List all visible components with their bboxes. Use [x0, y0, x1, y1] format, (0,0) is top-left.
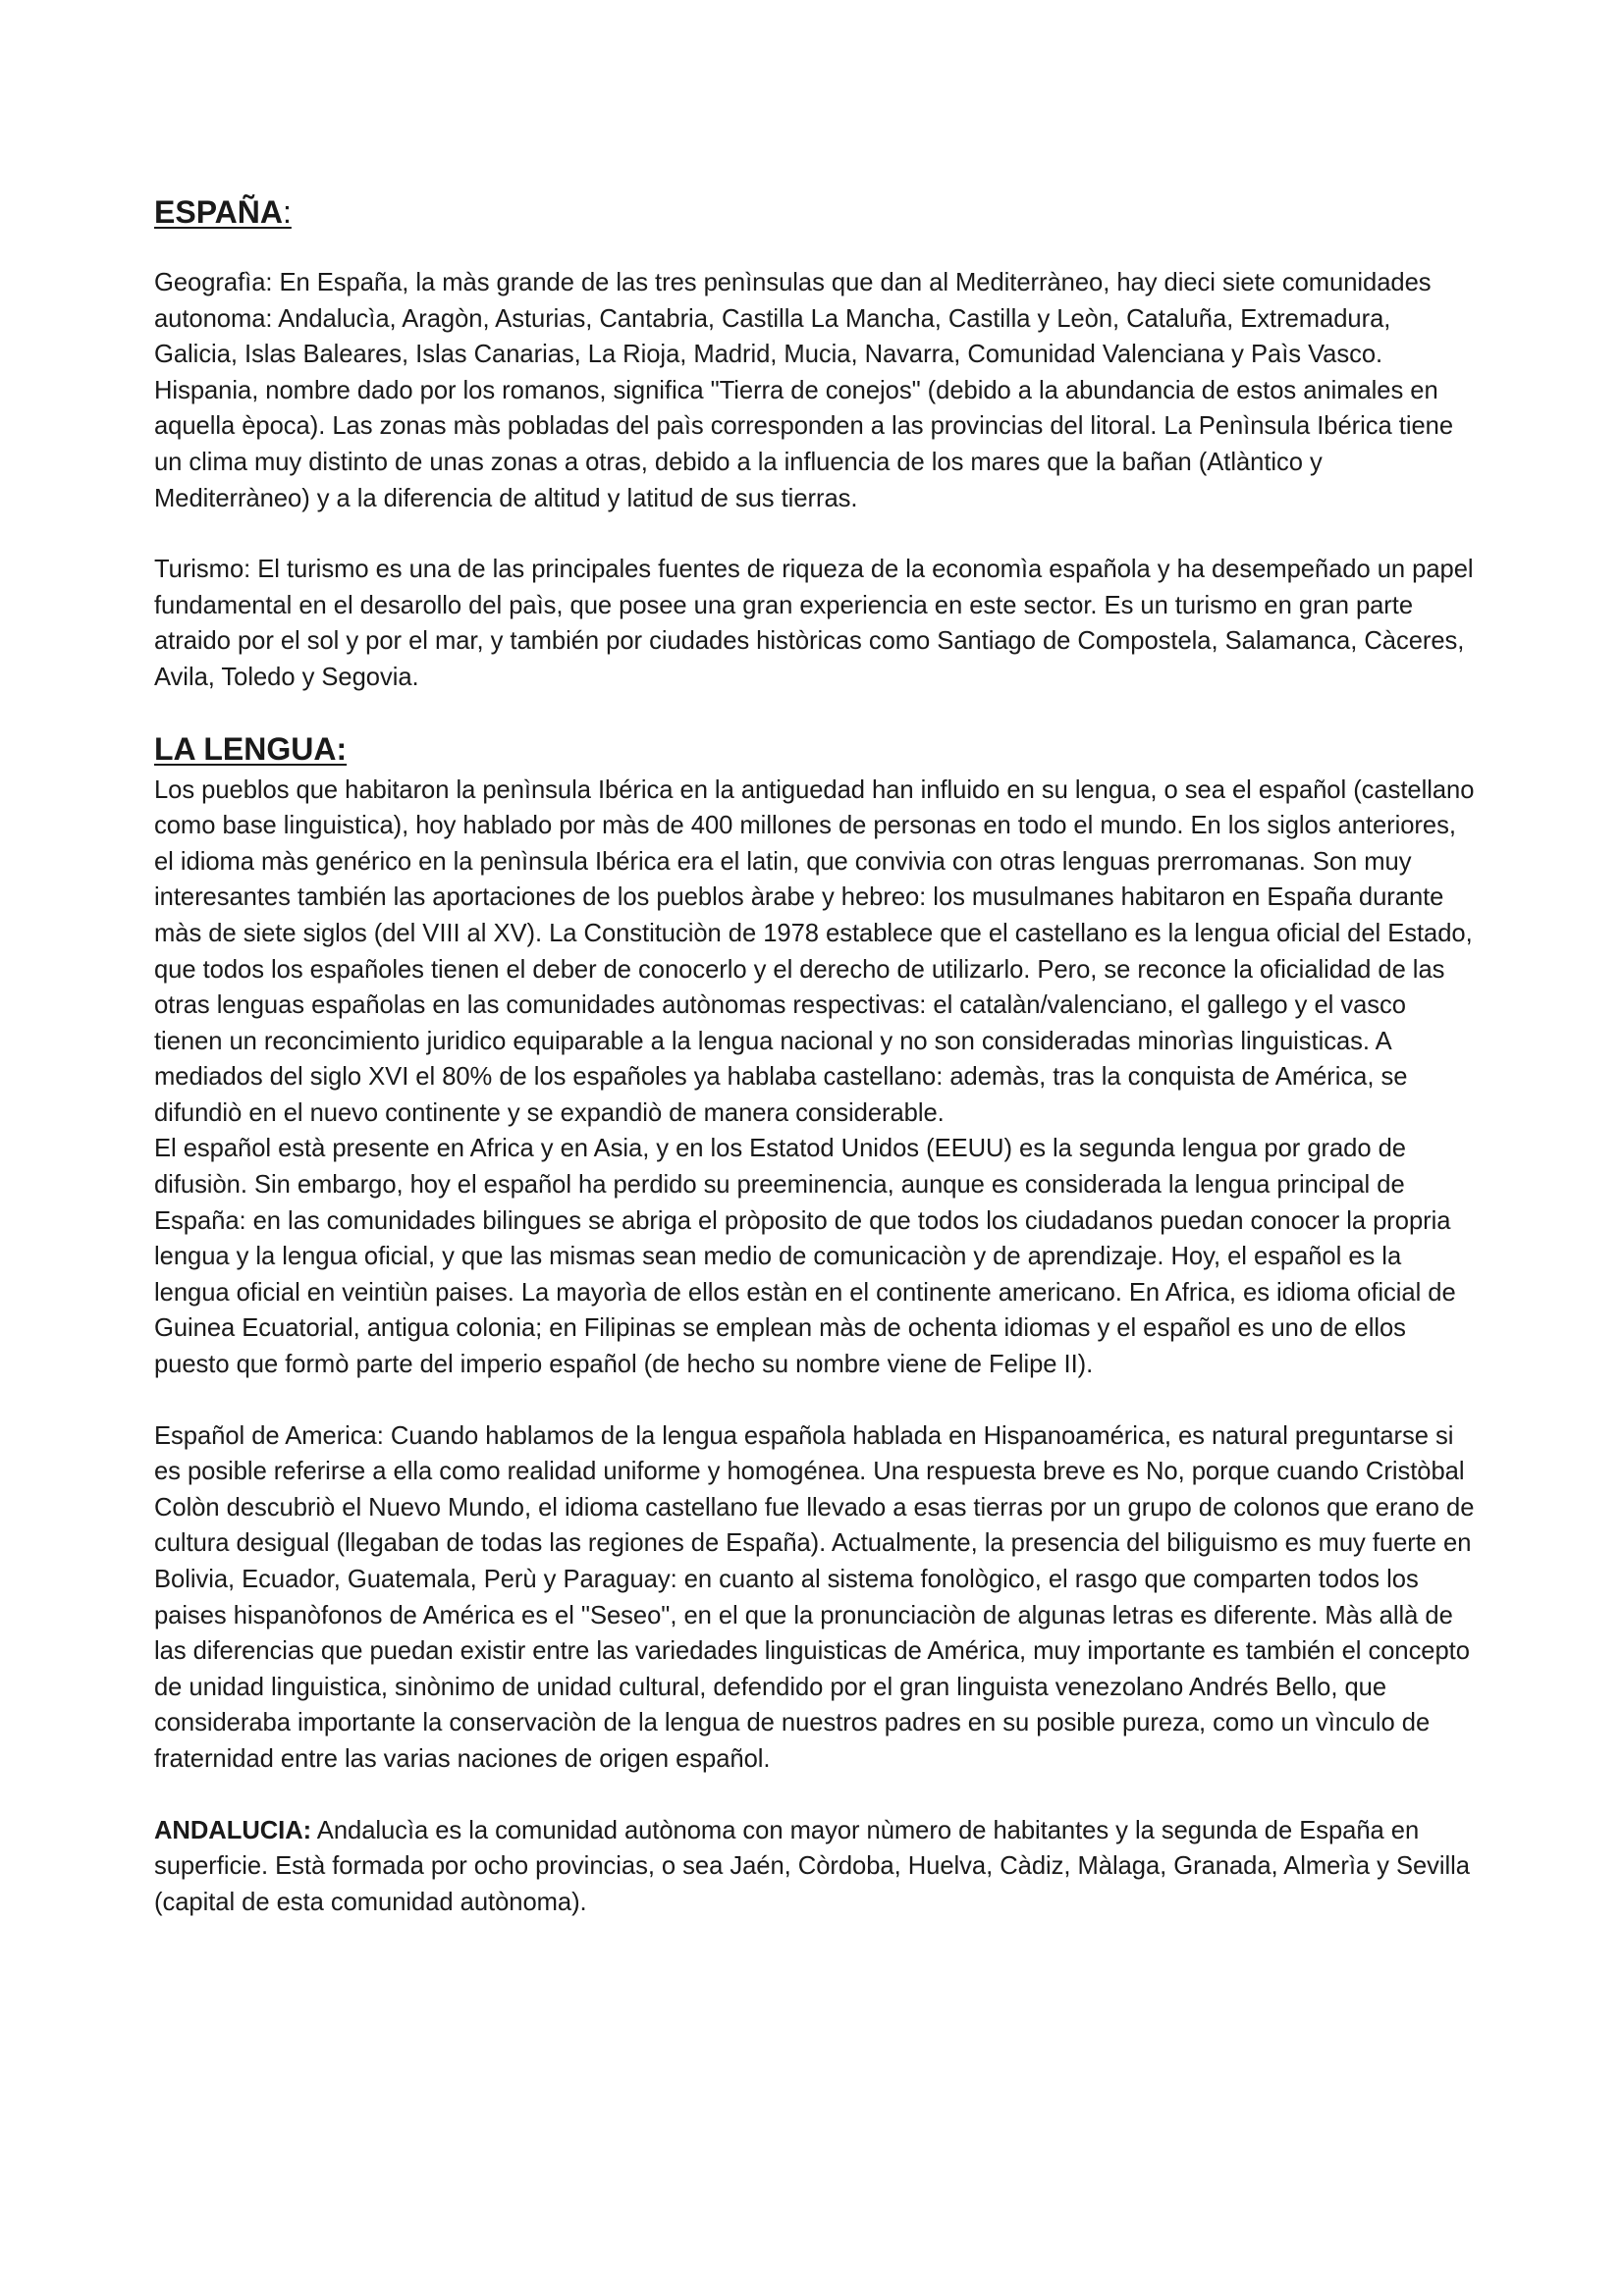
paragraph-lengua-1: Los pueblos que habitaron la penìnsula Ibérica en la antiguedad han influido en su lengua, o sea el español (castellano como base linguistica), hoy hablado por màs de 400 millones de personas en todo el mundo. En los siglos anteriores, el idioma màs genérico en la penìnsula Ibérica era el latin, que convivia con otras lenguas prerromanas. Son muy interesantes también las aportaciones de los pueblos àrabe y hebreo: los musulmanes habitaron en España durante màs de siete siglos (del VIII al XV). La Constituciòn de 1978 establece que el castellano es la lengua oficial del Estado, que todos los españoles tienen el deber de conocerlo y el derecho de utilizarlo. Pero, se reconce la oficialidad de las otras lenguas españolas en las comunidades autònomas respectivas: el catalàn/valenciano, el gallego y el vasco tienen un reconcimiento juridico equiparable a la lengua nacional y no son consideradas minorìas linguisticas. A mediados del siglo XVI el 80% de los españoles ya hablaba castellano: ademàs, tras la conquista de América, se difundiò en el nuevo continente y se expandiò de manera considerable. [154, 775, 1475, 1127]
paragraph-espanol-de-america: Español de America: Cuando hablamos de la lengua española hablada en Hispanoamérica, es natural preguntarse si es posible referirse a ella como realidad uniforme y homogénea. Una respuesta breve es No, porque cuando Cristòbal Colòn descubriò el Nuevo Mundo, el idioma castellano fue llevado a esas tierras por un grupo de colonos que erano de cultura desigual (llegaban de todas las regiones de España). Actualmente, la presencia del biliguismo es muy fuerte en Bolivia, Ecuador, Guatemala, Perù y Paraguay: en cuanto al sistema fonològico, el rasgo que comparten todos los paises hispanòfonos de América es el "Seseo", en el que la pronunciaciòn de algunas letras es diferente. Màs allà de las diferencias que puedan existir entre las variedades linguisticas de América, muy importante es también el concepto de unidad linguistica, sinònimo de unidad cultural, defendido por el gran linguista venezolano Andrés Bello, que consideraba importante la conservaciòn de la lengua de nuestros padres en su posible pureza, como un vìnculo de fraternidad entre las varias naciones de origen español. [154, 1421, 1475, 1773]
document-page [154, 192, 1475, 1920]
paragraph-andalucia [154, 1813, 1475, 1921]
heading-espana-colon: : [282, 194, 292, 230]
paragraph-geografia: Geografìa: En España, la màs grande de las tres penìnsulas que dan al Mediterràneo, hay dieci siete comunidades autonoma: Andalucìa, Aragòn, Asturias, Cantabria, Castilla La Mancha, Castilla y Leòn, Cataluña, Extremadura, Galicia, Islas Baleares, Islas Canarias, La Rioja, Madrid, Mucia, Navarra, Comunidad Valenciana y Paìs Vasco. Hispania, nombre dado por los romanos, significa "Tierra de conejos" (debido a la abundancia de estos animales en aquella època). Las zonas màs pobladas del paìs corresponden a las provincias del litoral. La Penìnsula Ibérica tiene un clima muy distinto de unas zonas a otras, debido a la influencia de los mares que la bañan (Atlàntico y Mediterràneo) y a la diferencia de altitud y latitud de sus tierras. [154, 269, 1454, 512]
heading-espana [154, 192, 1475, 232]
andalucia-text: Andalucìa es la comunidad autònoma con mayor nùmero de habitantes y la segunda de España en superficie. Està formada por ocho provincias, o sea Jaén, Còrdoba, Huelva, Càdiz, Màlaga, Granada, Almerìa y Sevilla (capital de esta comunidad autònoma). [154, 1816, 1470, 1916]
paragraph-lengua-2: El español està presente en Africa y en Asia, y en los Estatod Unidos (EEUU) es la segunda lengua por grado de difusiòn. Sin embargo, hoy el español ha perdido su preeminencia, aunque es considerada la lengua principal de España: en las comunidades bilingues se abriga el pròposito de que todos los ciudadanos puedan conocer la propria lengua y la lengua oficial, y que las mismas sean medio de comunicaciòn y de aprendizaje. Hoy, el español es la lengua oficial en veintiùn paises. La mayorìa de ellos estàn en el continente americano. En Africa, es idioma oficial de Guinea Ecuatorial, antigua colonia; en Filipinas se emplean màs de ochenta idiomas y el español es uno de ellos puesto que formò parte del imperio español (de hecho su nombre viene de Felipe II). [154, 1135, 1456, 1379]
heading-la-lengua [154, 729, 1475, 769]
andalucia-label: ANDALUCIA: [154, 1816, 312, 1844]
heading-la-lengua-text: LA LENGUA: [154, 730, 348, 767]
heading-espana-text: ESPAÑA [154, 194, 283, 230]
paragraph-turismo: Turismo: El turismo es una de las principales fuentes de riqueza de la economìa española y ha desempeñado un papel fundamental en el desarollo del paìs, que posee una gran experiencia en este sector. Es un turismo en gran parte atraido por el sol y por el mar, y también por ciudades històricas como Santiago de Compostela, Salamanca, Càceres, Avila, Toledo y Segovia. [154, 556, 1474, 691]
